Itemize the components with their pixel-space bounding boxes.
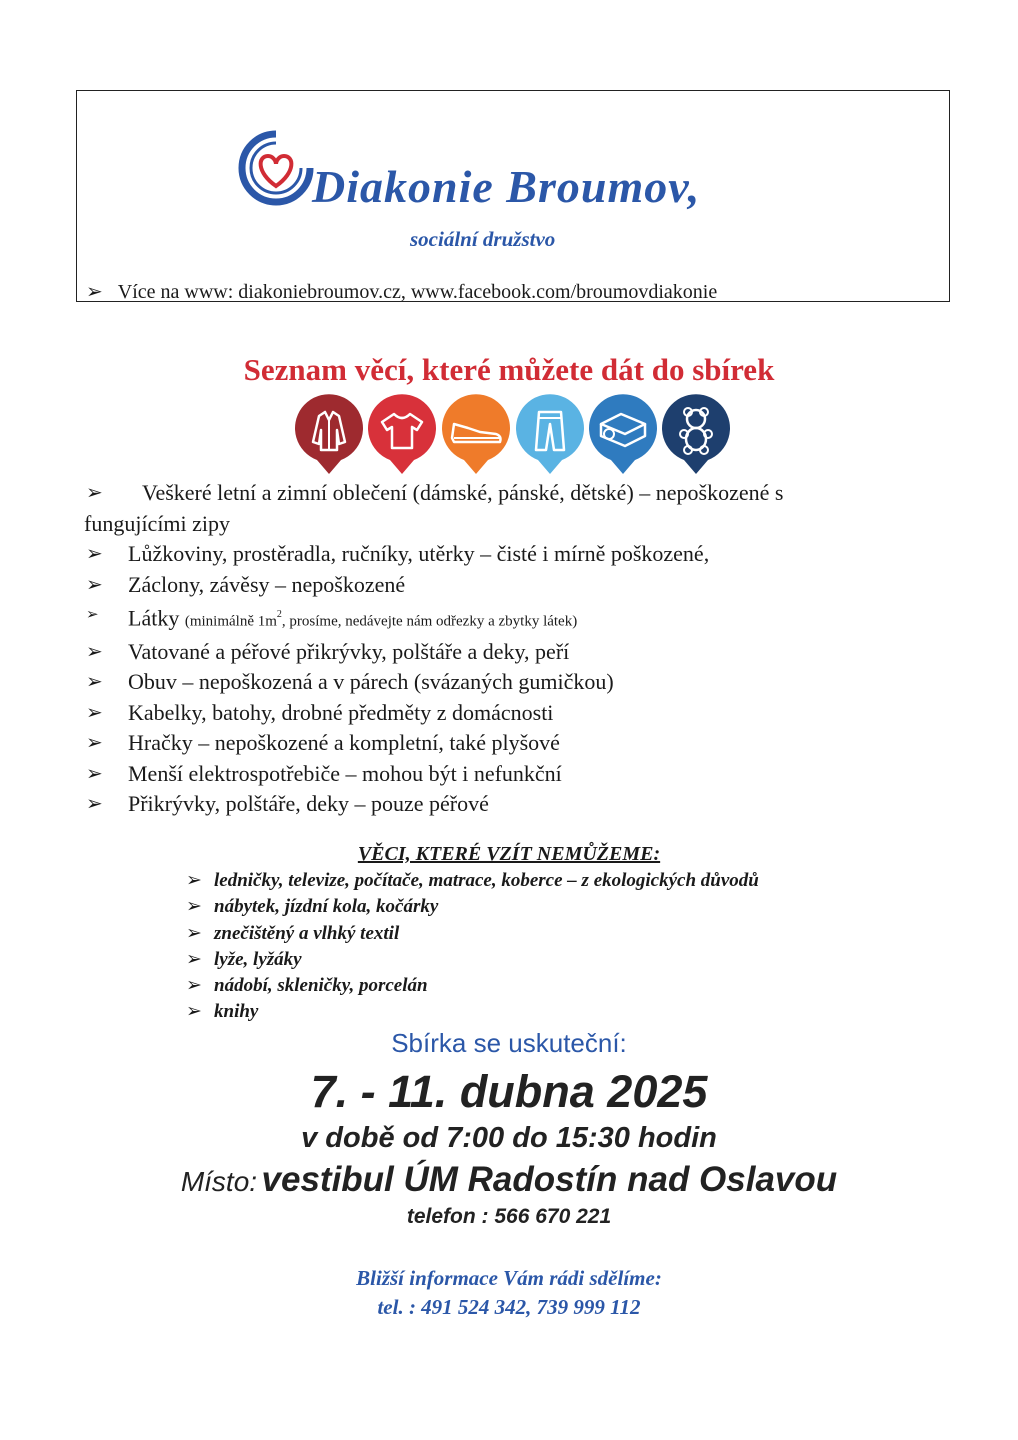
bullet-arrow-icon: ➢ bbox=[86, 640, 103, 663]
contact-phones: tel. : 491 524 342, 739 999 112 bbox=[377, 1295, 641, 1319]
bullet-arrow-icon: ➢ bbox=[86, 543, 103, 565]
bullet-arrow-icon: ➢ bbox=[86, 793, 103, 816]
list-item: ➢ knihy bbox=[186, 999, 759, 1025]
trousers-icon bbox=[514, 394, 586, 476]
shoe-icon bbox=[440, 394, 512, 476]
blanket-icon bbox=[587, 394, 659, 476]
bullet-arrow-icon: ➢ bbox=[186, 948, 202, 970]
list-item: ➢ Přikrývky, polštáře, deky – pouze péřové bbox=[86, 789, 946, 820]
bullet-arrow-icon: ➢ bbox=[186, 1001, 202, 1023]
bullet-arrow-icon: ➢ bbox=[86, 701, 103, 724]
place-label: Místo: bbox=[180, 1166, 258, 1197]
event-date: 7. - 11. dubna 2025 bbox=[310, 1066, 708, 1117]
bullet-arrow-icon: ➢ bbox=[86, 671, 103, 694]
bullet-arrow-icon: ➢ bbox=[186, 922, 202, 944]
bullet-arrow-icon: ➢ bbox=[86, 607, 99, 623]
list-item-continuation: fungujícími zipy bbox=[84, 510, 231, 536]
rejected-items-list bbox=[186, 868, 759, 1026]
event-intro: Sbírka se uskuteční: bbox=[391, 1028, 627, 1058]
contact-intro: Bližší informace Vám rádi sdělíme: bbox=[356, 1266, 662, 1290]
list-item: ➢ Kabelky, batohy, drobné předměty z domácnosti bbox=[86, 698, 946, 729]
rejected-title: VĚCI, KTERÉ VZÍT NEMŮŽEME: bbox=[357, 843, 661, 865]
page-heading: Seznam věcí, které můžete dát do sbírek bbox=[243, 352, 775, 387]
list-item: ➢ Látky (minimálně $1m^2$, prosíme, nedávejte nám odřezky a zbytky látek) bbox=[86, 600, 946, 637]
list-item: ➢ Záclony, závěsy – nepoškozené bbox=[86, 570, 946, 601]
list-item: ➢ Menší elektrospotřebiče – mohou být i nefunkční bbox=[86, 759, 946, 790]
org-title: Diakonie Broumov, bbox=[312, 161, 701, 212]
list-item: ➢ Lůžkoviny, prostěradla, ručníky, utěrky – čisté i mírně poškozené, bbox=[86, 539, 946, 570]
website-line bbox=[86, 279, 717, 304]
bullet-arrow-icon: ➢ bbox=[186, 896, 202, 918]
event-time: v době od 7:00 do 15:30 hodin bbox=[301, 1122, 717, 1154]
bullet-arrow-icon: ➢ bbox=[186, 975, 202, 997]
accepted-items-list bbox=[86, 478, 946, 820]
org-subtitle: sociální družstvo bbox=[410, 227, 556, 251]
list-item: ➢ ledničky, televize, počítače, matrace, koberce – z ekologických důvodů bbox=[186, 868, 759, 894]
list-item: ➢ Vatované a péřové přikrývky, polštáře a deky, peří bbox=[86, 637, 946, 668]
teddy-bear-icon bbox=[660, 394, 732, 476]
list-item: ➢ Obuv – nepoškozená a v párech (svázaných gumičkou) bbox=[86, 667, 946, 698]
bullet-arrow-icon: ➢ bbox=[86, 281, 118, 303]
bullet-arrow-icon: ➢ bbox=[86, 762, 103, 785]
list-item: ➢ Hračky – nepoškozené a kompletní, také plyšové bbox=[86, 728, 946, 759]
list-item: ➢ znečištěný a vlhký textil bbox=[186, 921, 759, 947]
list-item: ➢ lyže, lyžáky bbox=[186, 947, 759, 973]
place-value: vestibul ÚM Radostín nad Oslavou bbox=[261, 1160, 838, 1199]
diakonie-logo-icon bbox=[236, 128, 316, 208]
bullet-arrow-icon: ➢ bbox=[86, 482, 103, 504]
list-item: ➢ Veškeré letní a zimní oblečení (dámské, pánské, dětské) – nepoškozené s bbox=[86, 478, 946, 509]
list-item: ➢ nádobí, skleničky, porcelán bbox=[186, 973, 759, 999]
bullet-arrow-icon: ➢ bbox=[186, 870, 202, 891]
event-place bbox=[0, 1160, 1018, 1200]
list-item: ➢ nábytek, jízdní kola, kočárky bbox=[186, 894, 759, 920]
tshirt-icon bbox=[366, 394, 438, 476]
jacket-icon bbox=[293, 394, 365, 476]
bullet-arrow-icon: ➢ bbox=[86, 732, 103, 755]
event-phone: telefon : 566 670 221 bbox=[406, 1205, 612, 1228]
website-text[interactable]: Více na www: diakoniebroumov.cz, www.facebook.com/broumovdiakonie bbox=[117, 281, 718, 303]
bullet-arrow-icon: ➢ bbox=[86, 573, 103, 596]
